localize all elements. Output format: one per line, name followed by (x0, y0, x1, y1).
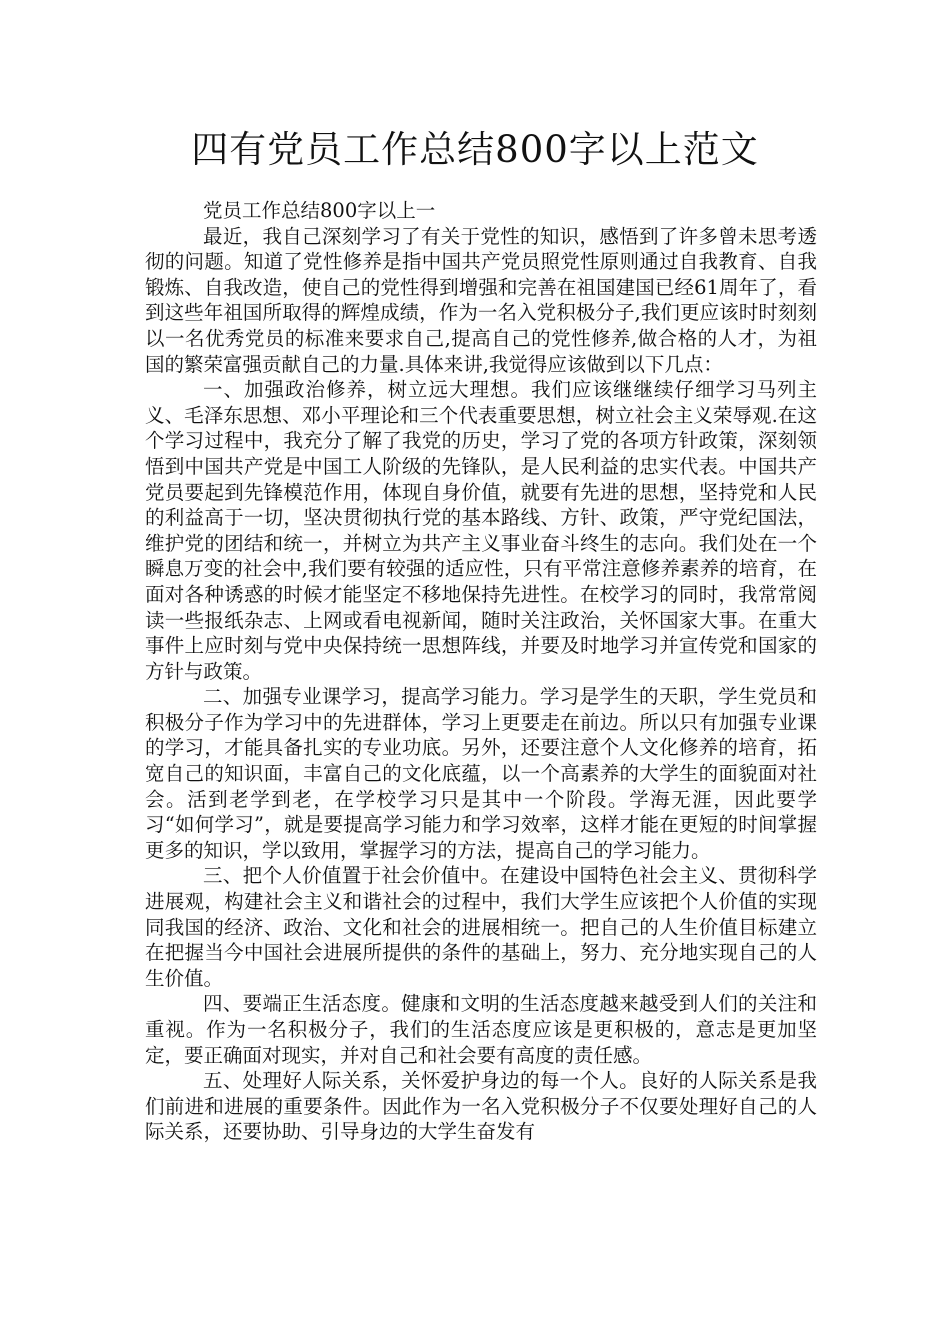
paragraph-point-3: 三、把个人价值置于社会价值中。在建设中国特色社会主义、贯彻科学进展观，构建社会主义和谐社会的过程中，我们大学生应该把个人价值的实现同我国的经济、政治、文化和社会的进展相统一。把自己的人生价值目标建立在把握当今中国社会进展所提供的条件的基础上，努力、充分地实现自己的人生价值。 (145, 864, 817, 990)
section-heading: 党员工作总结800字以上一 (203, 199, 436, 222)
paragraph-point-5: 五、处理好人际关系，关怀爱护身边的每一个人。良好的人际关系是我们前进和进展的重要条件。因此作为一名入党积极分子不仅要处理好自己的人际关系，还要协助、引导身边的大学生奋发有 (145, 1069, 817, 1144)
paragraph-point-4: 四、要端正生活态度。健康和文明的生活态度越来越受到人们的关注和重视。作为一名积极分子，我们的生活态度应该是更积极的，意志是更加坚定，要正确面对现实，并对自己和社会要有高度的责任感。 (145, 992, 817, 1067)
document-title: 四有党员工作总结800字以上范文 (191, 128, 759, 171)
paragraph-intro: 最近，我自己深刻学习了有关于党性的知识，感悟到了许多曾未思考透彻的问题。知道了党性修养是指中国共产党员照党性原则通过自我教育、自我锻炼、自我改造，使自己的党性得到增强和完善在祖国建国已经61周年了，看到这些年祖国所取得的辉煌成绩，作为一名入党积极分子,我们更应该时时刻刻以一名优秀党员的标准来要求自己,提高自己的党性修养,做合格的人才，为祖国的繁荣富强贡献自己的力量.具体来讲,我觉得应该做到以下几点： (145, 224, 817, 376)
paragraph-point-2: 二、加强专业课学习，提高学习能力。学习是学生的天职，学生党员和积极分子作为学习中的先进群体，学习上更要走在前边。所以只有加强专业课的学习，才能具备扎实的专业功底。另外，还要注意个人文化修养的培育，拓宽自己的知识面，丰富自己的文化底蕴，以一个高素养的大学生的面貌面对社会。活到老学到老，在学校学习只是其中一个阶段。学海无涯，因此要学习“如何学习”，就是要提高学习能力和学习效率，这样才能在更短的时间掌握更多的知识，学以致用，掌握学习的方法，提高自己的学习能力。 (145, 685, 817, 862)
paragraph-point-1: 一、加强政治修养，树立远大理想。我们应该继继续仔细学习马列主义、毛泽东思想、邓小平理论和三个代表重要思想，树立社会主义荣辱观.在这个学习过程中，我充分了解了我党的历史，学习了党的各项方针政策，深刻领悟到中国共产党是中国工人阶级的先锋队，是人民利益的忠实代表。中国共产党员要起到先锋模范作用，体现自身价值，就要有先进的思想，坚持党和人民的利益高于一切，坚决贯彻执行党的基本路线、方针、政策，严守党纪国法，维护党的团结和统一，并树立为共产主义事业奋斗终生的志向。我们处在一个瞬息万变的社会中,我们要有较强的适应性，只有平常注意修养素养的培育，在面对各种诱惑的时候才能坚定不移地保持先进性。在校学习的同时，我常常阅读一些报纸杂志、上网或看电视新闻，随时关注政治，关怀国家大事。在重大事件上应时刻与党中央保持统一思想阵线，并要及时地学习并宣传党和国家的方针与政策。 (145, 378, 817, 683)
document-body (145, 198, 817, 1145)
